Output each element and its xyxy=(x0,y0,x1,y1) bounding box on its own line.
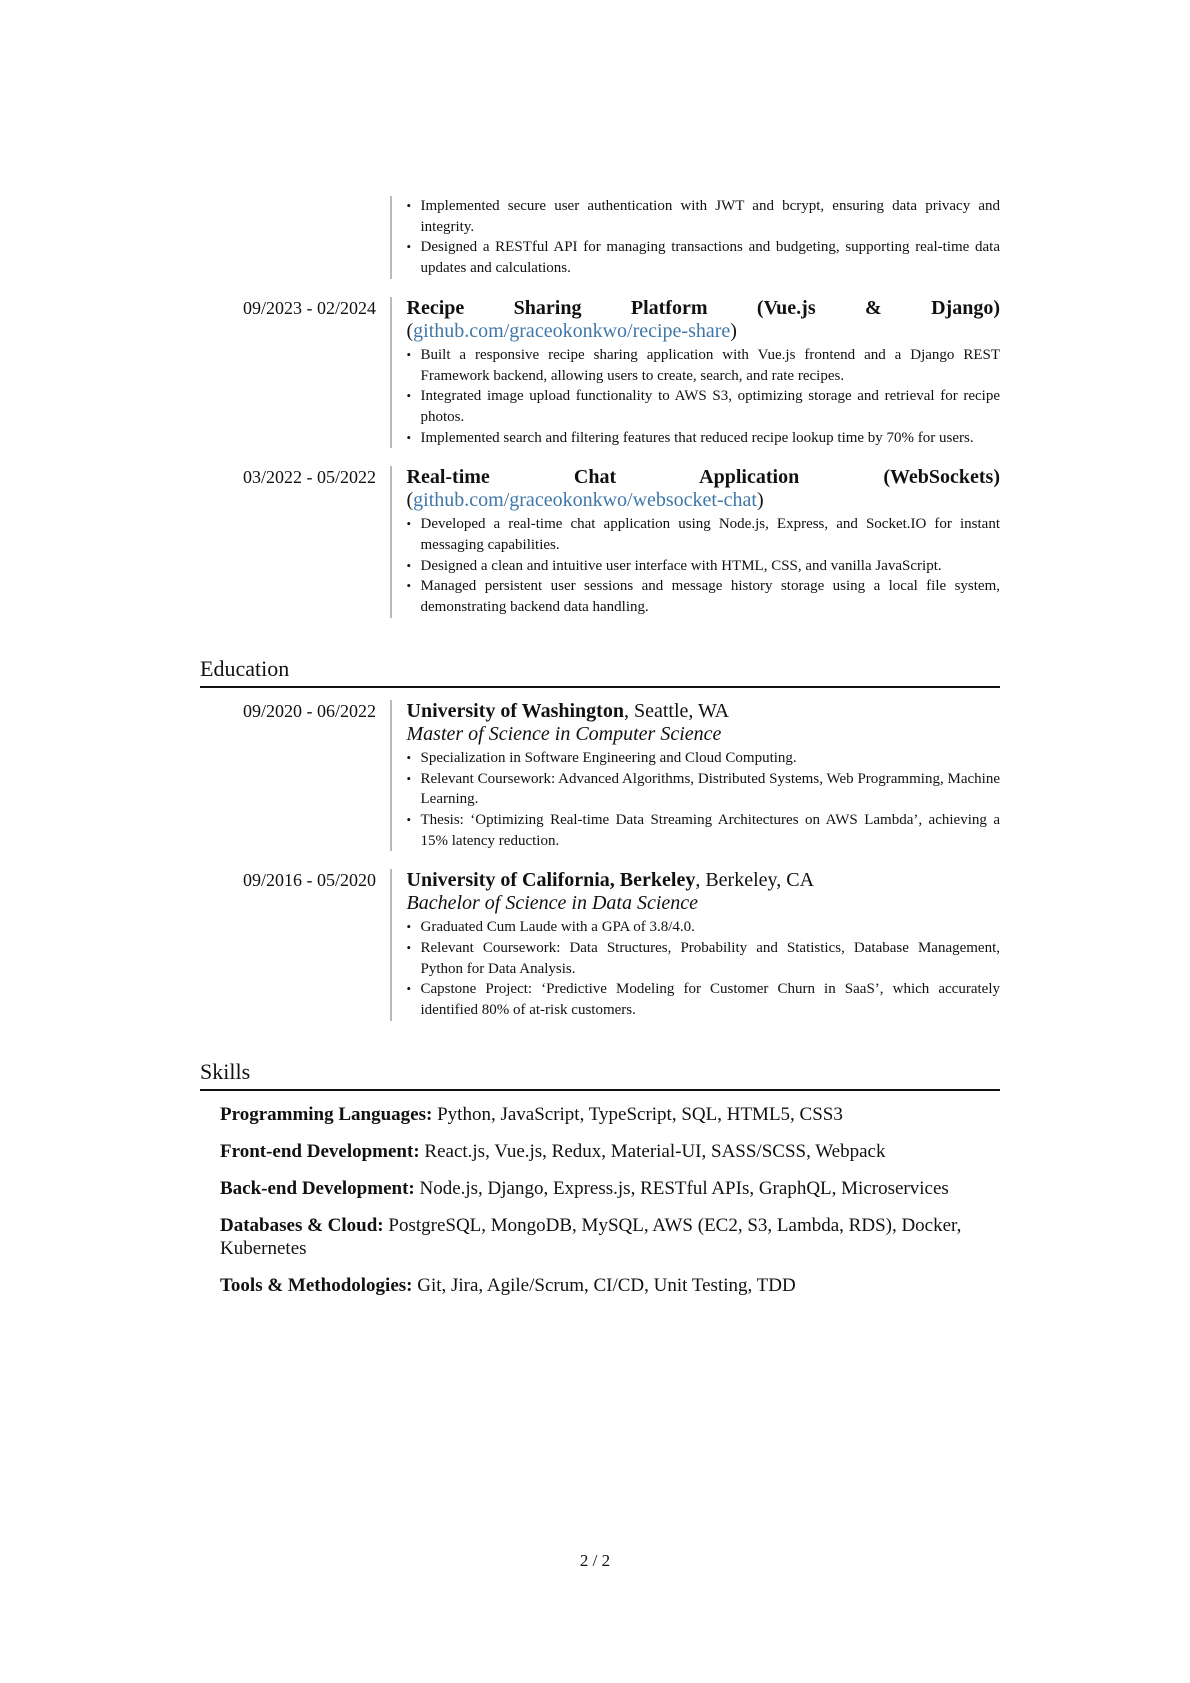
school-line xyxy=(407,700,1001,723)
bullet-list xyxy=(407,748,1001,852)
bullet-item: • Developed a real-time chat application using Node.js, Express, and Socket.IO for instant messaging capabilities. xyxy=(407,514,1001,555)
project-link[interactable]: github.com/graceokonkwo/recipe-share xyxy=(413,319,731,342)
project-title: Real-time Chat Application (WebSockets) (github.com/graceokonkwo/websocket-chat) xyxy=(406,466,1000,512)
skill-label: Front-end Development: xyxy=(220,1140,420,1162)
education-entry-berkeley xyxy=(200,869,1000,1021)
bullet-list xyxy=(407,514,1001,618)
project-link[interactable]: github.com/graceokonkwo/websocket-chat xyxy=(413,489,757,512)
school-line xyxy=(407,869,1001,892)
skill-line xyxy=(220,1177,1000,1200)
bullet-item: • Designed a RESTful API for managing transactions and budgeting, supporting real-time data updates and calculations. xyxy=(407,237,1001,278)
skill-label: Programming Languages: xyxy=(220,1103,433,1125)
degree: Bachelor of Science in Data Science xyxy=(406,892,699,915)
skill-line xyxy=(220,1274,1000,1297)
bullet-item: • Specialization in Software Engineering and Cloud Computing. xyxy=(407,748,1001,769)
bullet-list xyxy=(407,196,1001,279)
project-entry-recipe xyxy=(200,297,1000,449)
skill-label: Databases & Cloud: xyxy=(220,1214,384,1236)
skill-value: PostgreSQL, MongoDB, MySQL, AWS (EC2, S3, Lambda, RDS), Docker, Kubernetes xyxy=(220,1214,962,1259)
skill-value: Git, Jira, Agile/Scrum, CI/CD, Unit Testing, TDD xyxy=(412,1274,796,1296)
entry-date: 03/2022 - 05/2022 xyxy=(243,467,376,488)
bullet-item: • Designed a clean and intuitive user interface with HTML, CSS, and vanilla JavaScript. xyxy=(407,556,1001,577)
skill-value: React.js, Vue.js, Redux, Material-UI, SASS/SCSS, Webpack xyxy=(419,1140,886,1162)
project-entry-chat xyxy=(200,466,1000,618)
bullet-item: • Managed persistent user sessions and message history storage using a local file system, demonstrating backend data handling. xyxy=(407,576,1001,617)
bullet-item: • Relevant Coursework: Data Structures, Probability and Statistics, Database Management, Python for Data Analysis. xyxy=(407,938,1001,979)
entry-date xyxy=(200,196,390,279)
resume-content xyxy=(200,196,1000,1311)
bullet-item: • Implemented secure user authentication with JWT and bcrypt, ensuring data privacy and integrity. xyxy=(407,196,1001,237)
bullet-list xyxy=(407,345,1001,449)
skill-line xyxy=(220,1214,1000,1260)
project-entry-continued xyxy=(200,196,1000,279)
bullet-item: • Implemented search and filtering features that reduced recipe lookup time by 70% for users. xyxy=(407,428,1001,449)
bullet-list xyxy=(407,917,1001,1021)
education-entry-uw xyxy=(200,700,1000,852)
skill-line xyxy=(220,1103,1000,1126)
project-title: Recipe Sharing Platform (Vue.js & Django) (github.com/graceokonkwo/recipe-share) xyxy=(406,296,1000,342)
school-name: University of California, Berkeley xyxy=(406,869,696,892)
bullet-item: • Graduated Cum Laude with a GPA of 3.8/4.0. xyxy=(407,917,1001,938)
skill-label: Tools & Methodologies: xyxy=(220,1274,413,1296)
bullet-item: • Capstone Project: ‘Predictive Modeling for Customer Churn in SaaS’, which accurately identified 80% of at-risk customers. xyxy=(407,979,1001,1020)
skill-value: Node.js, Django, Express.js, RESTful APIs, GraphQL, Microservices xyxy=(414,1177,949,1199)
bullet-item: • Built a responsive recipe sharing application with Vue.js frontend and a Django REST Framework backend, allowing users to create, search, and rate recipes. xyxy=(407,345,1001,386)
entry-date: 09/2016 - 05/2020 xyxy=(243,870,376,891)
page-number: 2 / 2 xyxy=(579,1551,611,1570)
degree: Master of Science in Computer Science xyxy=(406,722,722,745)
skill-line xyxy=(220,1140,1000,1163)
school-location: , Seattle, WA xyxy=(623,699,730,722)
section-heading-skills: Skills xyxy=(200,1059,1000,1091)
project-name: Real-time Chat Application (WebSockets) xyxy=(406,466,1000,489)
school-location: , Berkeley, CA xyxy=(695,869,815,892)
school-name: University of Washington xyxy=(406,699,624,722)
skills-list xyxy=(200,1103,1000,1297)
bullet-item: • Thesis: ‘Optimizing Real-time Data Streaming Architectures on AWS Lambda’, achieving a 15% latency reduction. xyxy=(407,810,1001,851)
skill-value: Python, JavaScript, TypeScript, SQL, HTML5, CSS3 xyxy=(432,1103,843,1125)
skill-label: Back-end Development: xyxy=(220,1177,415,1199)
entry-date: 09/2020 - 06/2022 xyxy=(243,700,376,721)
bullet-item: • Integrated image upload functionality to AWS S3, optimizing storage and retrieval for recipe photos. xyxy=(407,386,1001,427)
entry-date: 09/2023 - 02/2024 xyxy=(243,297,376,318)
project-name: Recipe Sharing Platform (Vue.js & Django) xyxy=(406,296,1000,319)
bullet-item: • Relevant Coursework: Advanced Algorithms, Distributed Systems, Web Programming, Machine Learning. xyxy=(407,769,1001,810)
section-heading-education: Education xyxy=(200,656,1000,688)
